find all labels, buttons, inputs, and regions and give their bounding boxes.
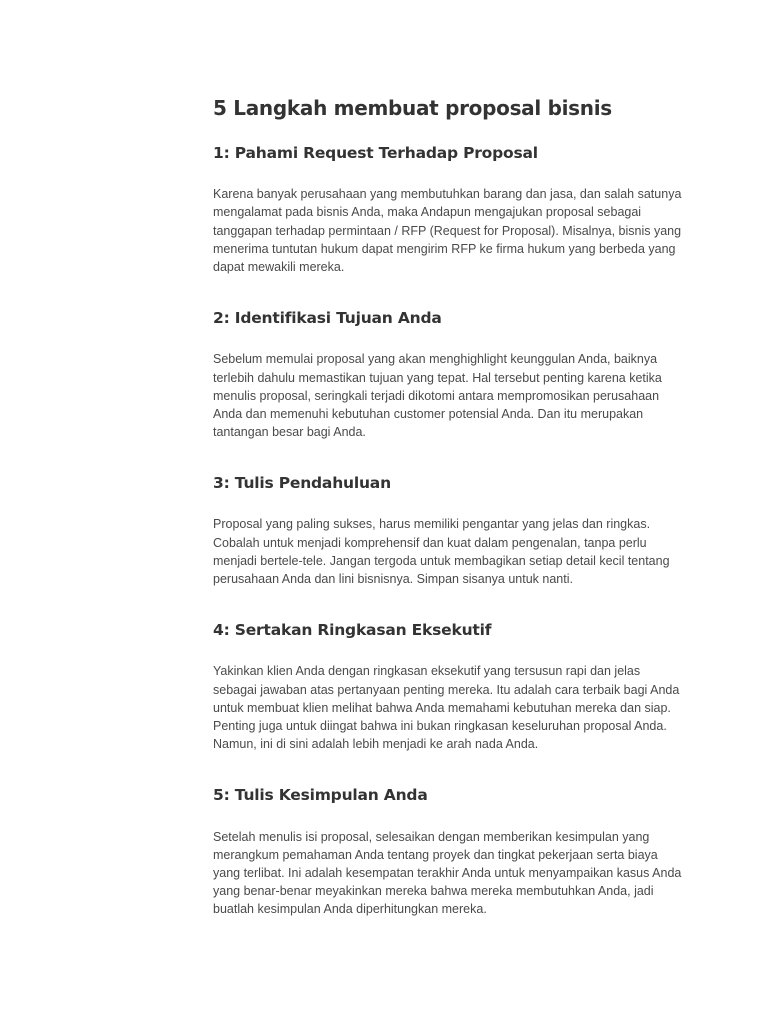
section-2 bbox=[213, 308, 683, 441]
section-1 bbox=[213, 143, 683, 276]
section-5 bbox=[213, 785, 683, 918]
section-4 bbox=[213, 620, 683, 753]
section-3 bbox=[213, 473, 683, 588]
section-body: Yakinkan klien Anda dengan ringkasan eksekutif yang tersusun rapi dan jelas sebagai jawaban atas pertanyaan penting mereka. Itu adalah cara terbaik bagi Anda untuk membuat klien melihat bahwa Anda memahami kebutuhan mereka dan siap. Penting juga untuk diingat bahwa ini bukan ringkasan keseluruhan proposal Anda. Namun, ini di sini adalah lebih menjadi ke arah nada Anda. bbox=[213, 664, 680, 752]
section-body: Karena banyak perusahaan yang membutuhkan barang dan jasa, dan salah satunya mengalamat pada bisnis Anda, maka Andapun mengajukan proposal sebagai tanggapan terhadap permintaan / RFP (Request for Proposal). Misalnya, bisnis yang menerima tuntutan hukum dapat mengirim RFP ke firma hukum yang berbeda yang dapat mewakili mereka. bbox=[213, 187, 682, 274]
section-heading: 1: Pahami Request Terhadap Proposal bbox=[213, 144, 538, 162]
section-body: Setelah menulis isi proposal, selesaikan dengan memberikan kesimpulan yang merangkum pemahaman Anda tentang proyek dan tingkat pekerjaan serta biaya yang terlibat. Ini adalah kesempatan terakhir Anda untuk menyampaikan kasus Anda yang benar-benar meyakinkan mereka bahwa mereka membutuhkan Anda, jadi buatlah kesimpulan Anda diperhitungkan mereka. bbox=[213, 829, 682, 917]
document-content bbox=[213, 95, 683, 951]
section-heading: 2: Identifikasi Tujuan Anda bbox=[213, 309, 442, 328]
document-title: 5 Langkah membuat proposal bisnis bbox=[213, 96, 612, 120]
section-heading: 4: Sertakan Ringkasan Eksekutif bbox=[213, 621, 492, 640]
section-heading: 3: Tulis Pendahuluan bbox=[213, 474, 391, 493]
section-heading: 5: Tulis Kesimpulan Anda bbox=[213, 786, 428, 805]
section-body: Proposal yang paling sukses, harus memiliki pengantar yang jelas dan ringkas. Cobalah untuk menjadi komprehensif dan kuat dalam pengenalan, tanpa perlu menjadi bertele-tele. Jangan tergoda untuk membagikan setiap detail kecil tentang perusahaan Anda dan lini bisnisnya. Simpan sisanya untuk nanti. bbox=[213, 517, 670, 587]
section-body: Sebelum memulai proposal yang akan menghighlight keunggulan Anda, baiknya terlebih dahulu memastikan tujuan yang tepat. Hal tersebut penting karena ketika menulis proposal, seringkali terjadi dikotomi antara mempromosikan perusahaan Anda dan memenuhi kebutuhan customer potensial Anda. Dan itu merupakan tantangan besar bagi Anda. bbox=[213, 352, 662, 440]
